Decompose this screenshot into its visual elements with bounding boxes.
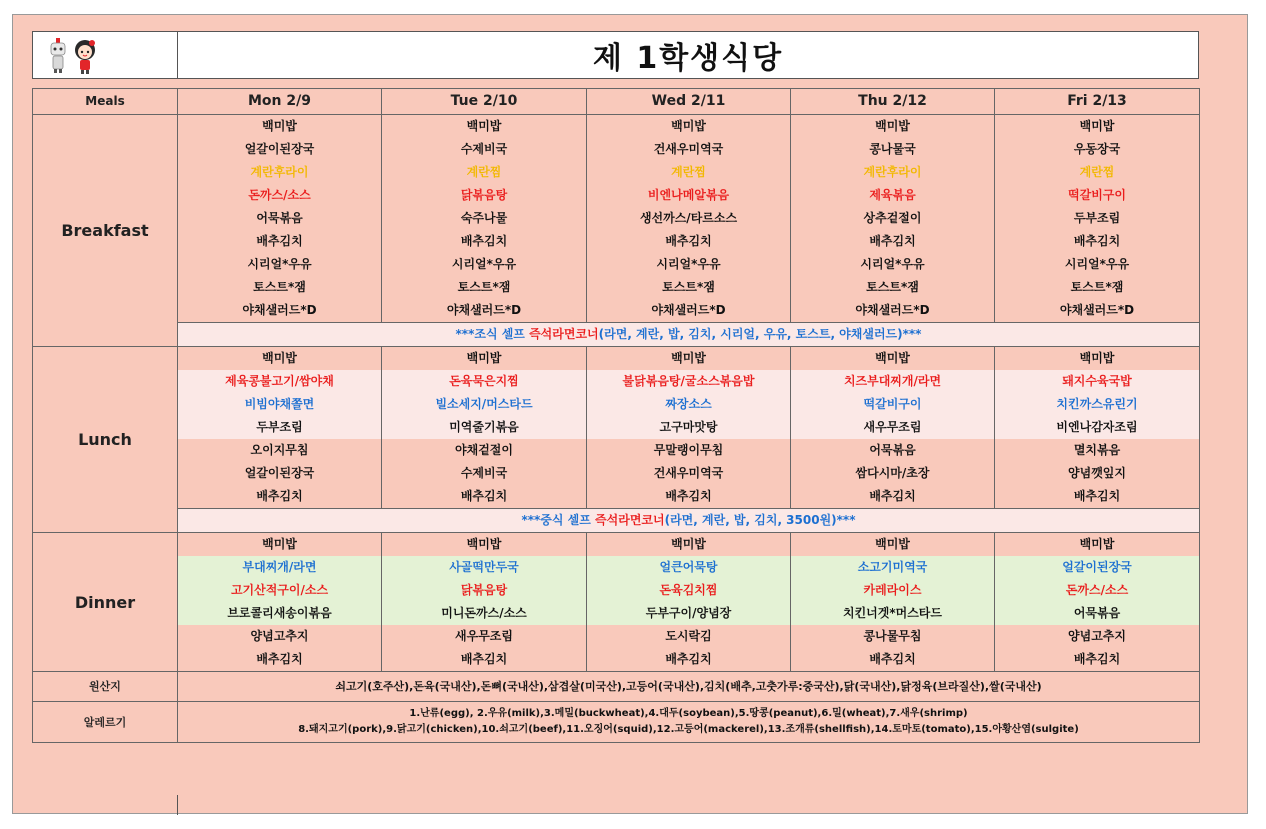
menu-item: 부대찌개/라면 xyxy=(178,556,382,579)
menu-item: 백미밥 xyxy=(178,347,382,371)
menu-row xyxy=(33,602,1200,625)
menu-item: 백미밥 xyxy=(382,533,587,557)
header-row xyxy=(33,89,1200,115)
menu-item: 야채샐러드*D xyxy=(791,299,995,323)
menu-item: 배추김치 xyxy=(791,485,995,509)
menu-item: 비빔야채쫄면 xyxy=(178,393,382,416)
menu-item: 배추김치 xyxy=(791,230,995,253)
menu-item: 백미밥 xyxy=(587,347,791,371)
menu-item: 계란찜 xyxy=(587,161,791,184)
menu-item: 치킨까스유린기 xyxy=(995,393,1200,416)
menu-item: 어묵볶음 xyxy=(791,439,995,462)
page-title: 제 1학생식당 xyxy=(177,31,1199,79)
day-header: Wed 2/11 xyxy=(587,89,791,115)
menu-item: 비엔나감자조림 xyxy=(995,416,1200,439)
origin-text: 쇠고기(호주산),돈육(국내산),돈뼈(국내산),삼겹살(미국산),고등어(국내산),김치(배추,고춧가루:중국산),닭(국내산),닭정육(브라질산),쌀(국내산) xyxy=(178,672,1200,702)
menu-item: 소고기미역국 xyxy=(791,556,995,579)
menu-item: 카레라이스 xyxy=(791,579,995,602)
menu-item: 사골떡만두국 xyxy=(382,556,587,579)
menu-item: 백미밥 xyxy=(178,533,382,557)
menu-item: 어묵볶음 xyxy=(178,207,382,230)
menu-item: 돈육묵은지찜 xyxy=(382,370,587,393)
menu-item: 쌈다시마/초장 xyxy=(791,462,995,485)
menu-item: 배추김치 xyxy=(178,648,382,672)
menu-item: 두부조림 xyxy=(995,207,1200,230)
menu-item: 배추김치 xyxy=(587,485,791,509)
menu-item: 양념깻잎지 xyxy=(995,462,1200,485)
menu-item: 미역줄기볶음 xyxy=(382,416,587,439)
menu-item: 오이지무침 xyxy=(178,439,382,462)
menu-item: 닭볶음탕 xyxy=(382,579,587,602)
menu-item: 백미밥 xyxy=(178,115,382,139)
menu-item: 시리얼*우유 xyxy=(587,253,791,276)
day-header: Thu 2/12 xyxy=(791,89,995,115)
menu-row xyxy=(33,625,1200,648)
menu-item: 백미밥 xyxy=(995,115,1200,139)
menu-item: 돈까스/소스 xyxy=(178,184,382,207)
menu-item: 두부조림 xyxy=(178,416,382,439)
menu-item: 제육콩불고기/쌈야채 xyxy=(178,370,382,393)
menu-item: 돈육김치찜 xyxy=(587,579,791,602)
menu-item: 치킨너겟*머스타드 xyxy=(791,602,995,625)
menu-item: 수제비국 xyxy=(382,138,587,161)
menu-item: 양념고추지 xyxy=(178,625,382,648)
menu-item: 계란후라이 xyxy=(178,161,382,184)
menu-item: 배추김치 xyxy=(382,230,587,253)
menu-row xyxy=(33,648,1200,672)
menu-item: 우동장국 xyxy=(995,138,1200,161)
menu-item: 백미밥 xyxy=(587,533,791,557)
menu-item: 빌소세지/머스타드 xyxy=(382,393,587,416)
menu-item: 배추김치 xyxy=(178,230,382,253)
menu-item: 수제비국 xyxy=(382,462,587,485)
menu-item: 백미밥 xyxy=(791,533,995,557)
menu-item: 시리얼*우유 xyxy=(995,253,1200,276)
menu-item: 백미밥 xyxy=(382,115,587,139)
notice-text: ***중식 셀프 xyxy=(521,513,596,527)
notice-text: 즉석라면코너 xyxy=(595,513,665,527)
menu-item: 배추김치 xyxy=(382,648,587,672)
notice-text: 즉석라면코너 xyxy=(529,327,599,341)
notice-row xyxy=(33,509,1200,533)
menu-row xyxy=(33,416,1200,439)
menu-item: 건새우미역국 xyxy=(587,462,791,485)
menu-item: 백미밥 xyxy=(791,347,995,371)
menu-item: 시리얼*우유 xyxy=(382,253,587,276)
menu-item: 상추겉절이 xyxy=(791,207,995,230)
menu-row xyxy=(33,393,1200,416)
menu-item: 콩나물무침 xyxy=(791,625,995,648)
menu-item: 배추김치 xyxy=(995,230,1200,253)
menu-item: 어묵볶음 xyxy=(995,602,1200,625)
menu-row xyxy=(33,556,1200,579)
day-header: Fri 2/13 xyxy=(995,89,1200,115)
menu-row xyxy=(33,230,1200,253)
menu-item: 제육볶음 xyxy=(791,184,995,207)
menu-item: 불닭볶음탕/굴소스볶음밥 xyxy=(587,370,791,393)
menu-item: 콩나물국 xyxy=(791,138,995,161)
menu-item: 백미밥 xyxy=(587,115,791,139)
menu-item: 토스트*잼 xyxy=(995,276,1200,299)
menu-item: 숙주나물 xyxy=(382,207,587,230)
menu-row xyxy=(33,347,1200,371)
menu-item: 브로콜리새송이볶음 xyxy=(178,602,382,625)
breakfast-notice xyxy=(178,323,1200,347)
menu-item: 고기산적구이/소스 xyxy=(178,579,382,602)
notice-text: ***조식 셀프 xyxy=(455,327,530,341)
menu-item: 백미밥 xyxy=(995,347,1200,371)
notice-text: (라면, 계란, 밥, 김치, 시리얼, 우유, 토스트, 야채샐러드)*** xyxy=(598,327,922,341)
menu-table xyxy=(32,88,1200,743)
menu-item: 배추김치 xyxy=(178,485,382,509)
menu-item: 양념고추지 xyxy=(995,625,1200,648)
menu-row xyxy=(33,299,1200,323)
menu-item: 야채샐러드*D xyxy=(178,299,382,323)
logo xyxy=(32,31,178,79)
menu-row xyxy=(33,253,1200,276)
lunch-notice xyxy=(178,509,1200,533)
menu-item: 짜장소스 xyxy=(587,393,791,416)
menu-item: 계란찜 xyxy=(382,161,587,184)
menu-row xyxy=(33,485,1200,509)
menu-item: 배추김치 xyxy=(587,230,791,253)
menu-item: 배추김치 xyxy=(382,485,587,509)
menu-row xyxy=(33,462,1200,485)
menu-item: 백미밥 xyxy=(995,533,1200,557)
menu-item: 떡갈비구이 xyxy=(791,393,995,416)
meal-label-lunch: Lunch xyxy=(33,347,178,533)
divider xyxy=(177,795,178,815)
notice-row xyxy=(33,323,1200,347)
menu-item: 돼지수육국밥 xyxy=(995,370,1200,393)
menu-item: 배추김치 xyxy=(995,648,1200,672)
menu-row xyxy=(33,161,1200,184)
menu-item: 토스트*잼 xyxy=(178,276,382,299)
menu-row xyxy=(33,276,1200,299)
meals-header: Meals xyxy=(33,89,178,115)
menu-item: 야채샐러드*D xyxy=(995,299,1200,323)
menu-item: 배추김치 xyxy=(995,485,1200,509)
menu-item: 백미밥 xyxy=(382,347,587,371)
menu-item: 치즈부대찌개/라면 xyxy=(791,370,995,393)
menu-row xyxy=(33,138,1200,161)
menu-row xyxy=(33,207,1200,230)
menu-item: 새우무조림 xyxy=(791,416,995,439)
menu-item: 토스트*잼 xyxy=(791,276,995,299)
menu-item: 배추김치 xyxy=(587,648,791,672)
day-header: Tue 2/10 xyxy=(382,89,587,115)
menu-item: 고구마맛탕 xyxy=(587,416,791,439)
menu-item: 새우무조림 xyxy=(382,625,587,648)
menu-row xyxy=(33,370,1200,393)
meal-label-dinner: Dinner xyxy=(33,533,178,672)
day-header: Mon 2/9 xyxy=(178,89,382,115)
menu-item: 야채샐러드*D xyxy=(382,299,587,323)
menu-item: 계란찜 xyxy=(995,161,1200,184)
meal-label-breakfast: Breakfast xyxy=(33,115,178,347)
menu-item: 얼갈이된장국 xyxy=(995,556,1200,579)
menu-row xyxy=(33,115,1200,139)
menu-item: 미니돈까스/소스 xyxy=(382,602,587,625)
menu-item: 생선까스/타르소스 xyxy=(587,207,791,230)
menu-item: 멸치볶음 xyxy=(995,439,1200,462)
menu-item: 계란후라이 xyxy=(791,161,995,184)
menu-row xyxy=(33,579,1200,602)
menu-row xyxy=(33,439,1200,462)
menu-item: 두부구이/양념장 xyxy=(587,602,791,625)
notice-text: (라면, 계란, 밥, 김치, 3500원)*** xyxy=(664,513,856,527)
menu-item: 건새우미역국 xyxy=(587,138,791,161)
menu-item: 떡갈비구이 xyxy=(995,184,1200,207)
origin-label: 원산지 xyxy=(33,672,178,702)
menu-item: 야채샐러드*D xyxy=(587,299,791,323)
allergy-row xyxy=(33,702,1200,743)
menu-item: 시리얼*우유 xyxy=(791,253,995,276)
menu-item: 시리얼*우유 xyxy=(178,253,382,276)
menu-item: 토스트*잼 xyxy=(382,276,587,299)
allergy-line: 1.난류(egg), 2.우유(milk),3.메밀(buckwheat),4.대두(soybean),5.땅콩(peanut),6.밀(wheat),7.새우(shrimp) xyxy=(409,708,968,719)
menu-item: 야채겉절이 xyxy=(382,439,587,462)
allergy-label: 알레르기 xyxy=(33,702,178,743)
menu-item: 얼큰어묵탕 xyxy=(587,556,791,579)
menu-row xyxy=(33,533,1200,557)
origin-row xyxy=(33,672,1200,702)
menu-item: 토스트*잼 xyxy=(587,276,791,299)
menu-item: 닭볶음탕 xyxy=(382,184,587,207)
mascot-logo-icon xyxy=(33,32,179,80)
menu-row xyxy=(33,184,1200,207)
allergy-line: 8.돼지고기(pork),9.닭고기(chicken),10.쇠고기(beef),11.오징어(squid),12.고등어(mackerel),13.조개류(shellfish),14.토마토(tomato),15.아황산염(sulgite) xyxy=(298,724,1079,735)
menu-item: 돈까스/소스 xyxy=(995,579,1200,602)
menu-item: 얼갈이된장국 xyxy=(178,138,382,161)
menu-item: 백미밥 xyxy=(791,115,995,139)
menu-item: 도시락김 xyxy=(587,625,791,648)
menu-item: 비엔나메알볶음 xyxy=(587,184,791,207)
menu-item: 무말랭이무침 xyxy=(587,439,791,462)
menu-item: 배추김치 xyxy=(791,648,995,672)
menu-item: 얼갈이된장국 xyxy=(178,462,382,485)
